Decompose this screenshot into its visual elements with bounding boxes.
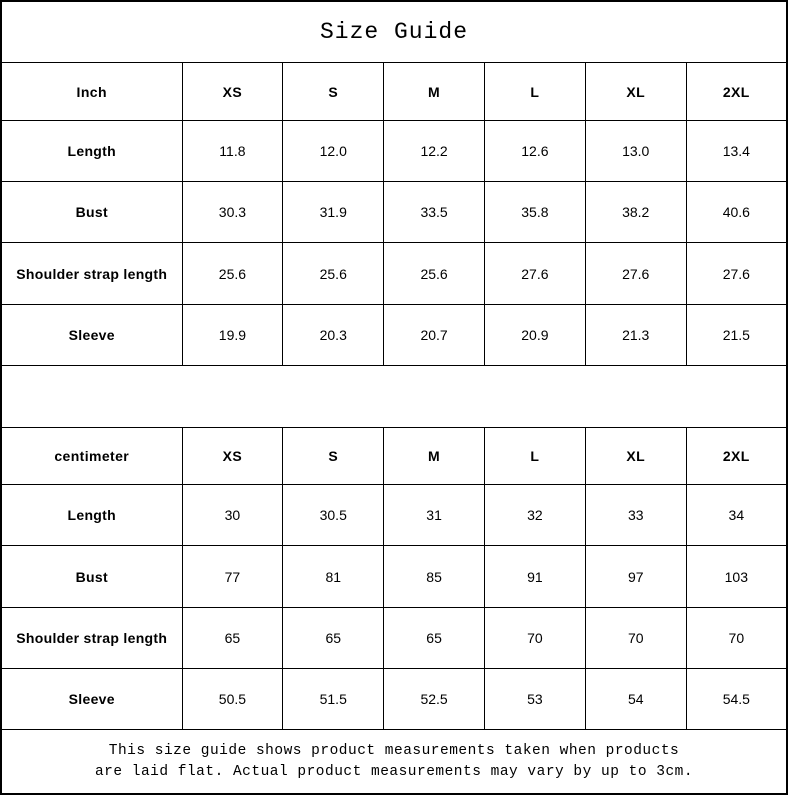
footer-note [1,730,787,794]
value-cell: 30 [182,484,283,545]
value-cell: 25.6 [283,243,384,304]
title-row [1,1,787,63]
inch-col-header-m: M [384,63,485,120]
row-label: Shoulder strap length [1,607,182,668]
value-cell: 70 [585,607,686,668]
cm-col-header-xl: XL [585,427,686,484]
value-cell: 20.3 [283,304,384,365]
value-cell: 35.8 [484,182,585,243]
inch-col-header-s: S [283,63,384,120]
value-cell: 103 [686,546,787,607]
value-cell: 70 [484,607,585,668]
cm-unit-label: centimeter [1,427,182,484]
cm-row-sleeve [1,669,787,730]
value-cell: 31 [384,484,485,545]
value-cell: 65 [384,607,485,668]
cm-col-header-2xl: 2XL [686,427,787,484]
value-cell: 33 [585,484,686,545]
inch-row-shoulder-strap [1,243,787,304]
value-cell: 12.0 [283,120,384,181]
cm-row-length [1,484,787,545]
row-label: Sleeve [1,304,182,365]
footer-note-line1: This size guide shows product measurements taken when products [108,742,680,759]
value-cell: 52.5 [384,669,485,730]
row-label: Sleeve [1,669,182,730]
value-cell: 31.9 [283,182,384,243]
cm-header-row [1,427,787,484]
value-cell: 50.5 [182,669,283,730]
value-cell: 20.9 [484,304,585,365]
inch-header-row [1,63,787,120]
value-cell: 77 [182,546,283,607]
value-cell: 34 [686,484,787,545]
value-cell: 21.3 [585,304,686,365]
page-title: Size Guide [1,1,787,63]
value-cell: 13.4 [686,120,787,181]
value-cell: 27.6 [484,243,585,304]
value-cell: 12.2 [384,120,485,181]
value-cell: 54.5 [686,669,787,730]
value-cell: 70 [686,607,787,668]
cm-row-bust [1,546,787,607]
cm-col-header-xs: XS [182,427,283,484]
value-cell: 12.6 [484,120,585,181]
value-cell: 91 [484,546,585,607]
inch-col-header-xl: XL [585,63,686,120]
row-label: Shoulder strap length [1,243,182,304]
value-cell: 20.7 [384,304,485,365]
value-cell: 30.3 [182,182,283,243]
inch-row-length [1,120,787,181]
value-cell: 38.2 [585,182,686,243]
value-cell: 40.6 [686,182,787,243]
value-cell: 85 [384,546,485,607]
row-label: Bust [1,182,182,243]
cm-col-header-l: L [484,427,585,484]
cm-col-header-s: S [283,427,384,484]
cm-row-shoulder-strap [1,607,787,668]
value-cell: 53 [484,669,585,730]
inch-col-header-l: L [484,63,585,120]
value-cell: 30.5 [283,484,384,545]
value-cell: 32 [484,484,585,545]
value-cell: 25.6 [182,243,283,304]
value-cell: 25.6 [384,243,485,304]
inch-row-bust [1,182,787,243]
value-cell: 27.6 [686,243,787,304]
value-cell: 19.9 [182,304,283,365]
footer-row [1,730,787,794]
inch-row-sleeve [1,304,787,365]
inch-col-header-xs: XS [182,63,283,120]
value-cell: 13.0 [585,120,686,181]
footer-note-line2: are laid flat. Actual product measurements may vary by up to 3cm. [94,763,694,780]
row-label: Length [1,120,182,181]
inch-unit-label: Inch [1,63,182,120]
value-cell: 81 [283,546,384,607]
value-cell: 11.8 [182,120,283,181]
value-cell: 21.5 [686,304,787,365]
spacer-cell [1,366,787,427]
row-label: Bust [1,546,182,607]
spacer-row [1,366,787,427]
value-cell: 65 [283,607,384,668]
cm-col-header-m: M [384,427,485,484]
value-cell: 65 [182,607,283,668]
value-cell: 33.5 [384,182,485,243]
value-cell: 51.5 [283,669,384,730]
value-cell: 27.6 [585,243,686,304]
value-cell: 54 [585,669,686,730]
value-cell: 97 [585,546,686,607]
inch-col-header-2xl: 2XL [686,63,787,120]
row-label: Length [1,484,182,545]
